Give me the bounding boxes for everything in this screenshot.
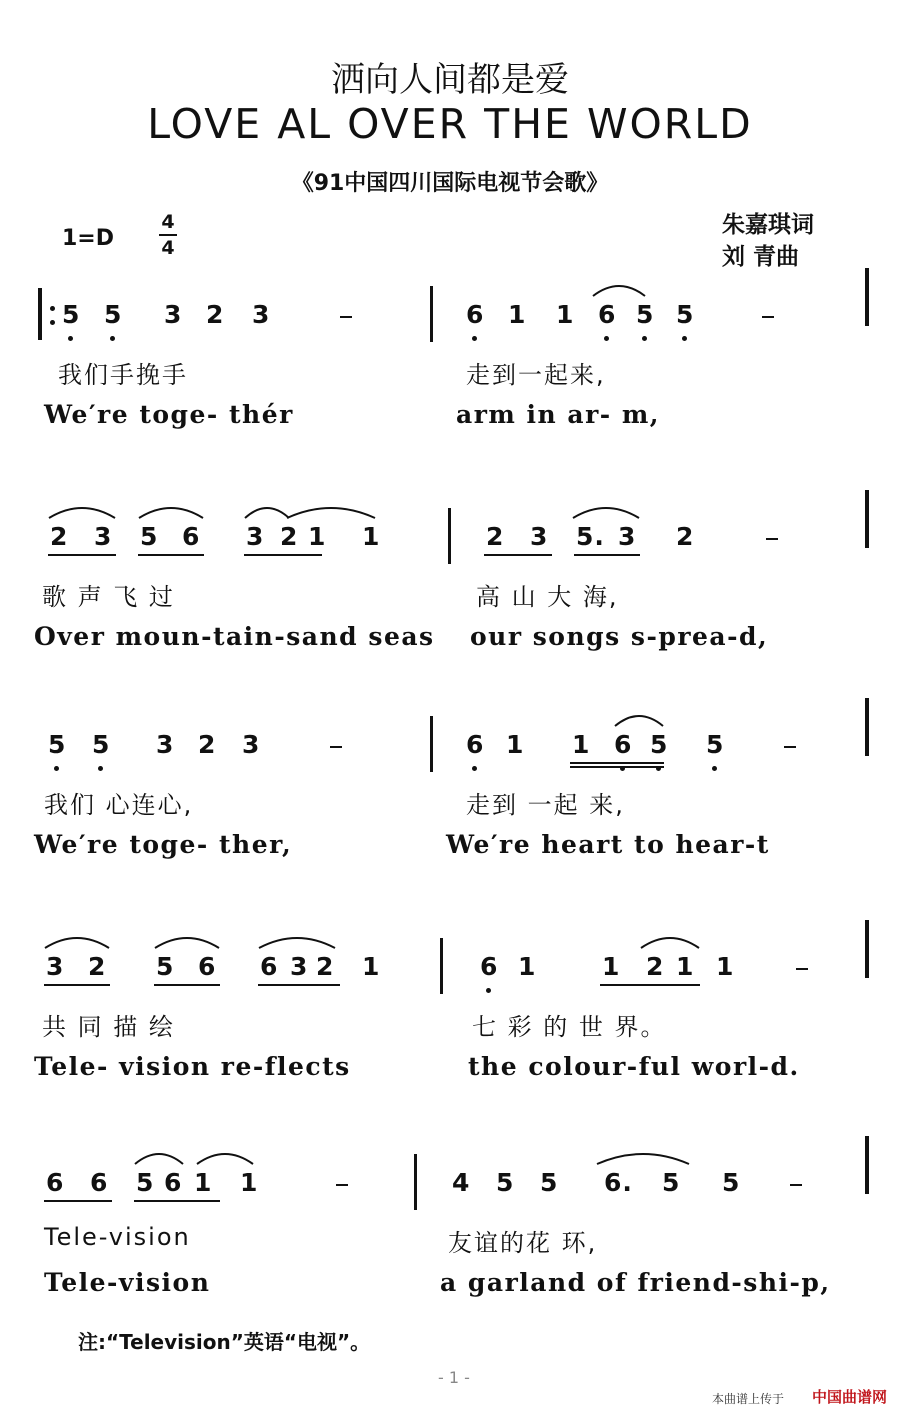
lyric-chinese: 走到一起来,: [466, 361, 606, 389]
low-octave-dot: [68, 336, 73, 341]
note: 6.: [604, 1168, 633, 1197]
lyric-english: Over moun-tain-sand seas: [34, 622, 435, 651]
note: 5: [496, 1168, 515, 1197]
eighth-underline: [44, 1200, 112, 1202]
low-octave-dot: [604, 336, 609, 341]
note: 5: [706, 730, 725, 759]
note: 6: [46, 1168, 65, 1197]
lyric-chinese: 友谊的花 环,: [448, 1229, 598, 1257]
sustain-dash: [796, 968, 808, 970]
slur-arc: [286, 504, 376, 520]
note: 6: [598, 300, 617, 329]
note: 6: [182, 522, 201, 551]
eighth-underline: [154, 984, 220, 986]
slur-arc: [244, 504, 290, 520]
note: 5: [136, 1168, 155, 1197]
lyric-chinese: 高 山 大 海,: [476, 583, 619, 611]
slur-arc: [196, 1150, 254, 1166]
sustain-dash: [784, 746, 796, 748]
sustain-dash: [766, 538, 778, 540]
note: 5: [92, 730, 111, 759]
note: 3: [530, 522, 549, 551]
note: 6: [480, 952, 499, 981]
site-logo: 中国曲谱网: [812, 1388, 888, 1406]
note: 5: [722, 1168, 741, 1197]
note: 1: [518, 952, 537, 981]
time-signature-line: [159, 234, 177, 236]
note: 6: [614, 730, 633, 759]
time-signature-top: 4: [161, 211, 175, 233]
slur-arc: [596, 1150, 690, 1166]
note: 2: [646, 952, 665, 981]
low-octave-dot: [98, 766, 103, 771]
lyric-english: We′re toge- ther,: [34, 830, 293, 859]
eighth-underline: [570, 762, 664, 764]
note: 2: [88, 952, 107, 981]
lyric-chinese: 我们手挽手: [58, 361, 188, 389]
slur-arc: [614, 712, 664, 728]
slur-arc: [44, 934, 110, 950]
eighth-underline: [570, 766, 664, 768]
sustain-dash: [340, 316, 352, 318]
lyric-chinese: 走到 一起 来,: [466, 791, 625, 819]
slur-arc: [258, 934, 336, 950]
note: 3: [164, 300, 183, 329]
note: 3: [252, 300, 271, 329]
repeat-dot: [50, 306, 55, 311]
sustain-dash: [762, 316, 774, 318]
eighth-underline: [138, 554, 204, 556]
sustain-dash: [336, 1184, 348, 1186]
lyric-english: our songs s-prea-d,: [470, 622, 769, 651]
note: 3: [246, 522, 265, 551]
lyric-english: arm in ar- m,: [456, 400, 661, 429]
note: 3: [618, 522, 637, 551]
eighth-underline: [134, 1200, 220, 1202]
note: 3: [242, 730, 261, 759]
note: 2: [198, 730, 217, 759]
note: 2: [486, 522, 505, 551]
note: 1: [716, 952, 735, 981]
end-bar-line: [865, 1136, 869, 1194]
lyric-english: the colour-ful worl-d.: [468, 1052, 800, 1081]
note: 6: [260, 952, 279, 981]
note: 5: [48, 730, 67, 759]
low-octave-dot: [712, 766, 717, 771]
note: 2: [206, 300, 225, 329]
end-bar-line: [865, 490, 869, 548]
repeat-start-bar: [38, 288, 42, 340]
slur-arc: [134, 1150, 184, 1166]
lyric-chinese: 共 同 描 绘: [42, 1013, 175, 1041]
end-bar-line: [865, 920, 869, 978]
note: 2: [280, 522, 299, 551]
repeat-dot: [50, 320, 55, 325]
eighth-underline: [44, 984, 110, 986]
bar-line: [430, 286, 433, 342]
lyric-chinese: 我们 心连心,: [44, 791, 194, 819]
note: 1: [308, 522, 327, 551]
key-signature: 1=D: [62, 226, 115, 251]
end-bar-line: [865, 268, 869, 326]
lyric-english: Tele- vision re-flects: [34, 1052, 351, 1081]
song-title-chinese: 洒向人间都是爱: [331, 60, 569, 100]
bar-line: [414, 1154, 417, 1210]
note: 5: [662, 1168, 681, 1197]
eighth-underline: [484, 554, 552, 556]
note: 3: [46, 952, 65, 981]
note: 1: [506, 730, 525, 759]
lyric-chinese: 歌 声 飞 过: [42, 583, 175, 611]
note: 3: [94, 522, 113, 551]
composer-credit: 刘 青曲: [722, 244, 800, 270]
low-octave-dot: [682, 336, 687, 341]
slur-arc: [640, 934, 700, 950]
slur-arc: [154, 934, 220, 950]
eighth-underline: [48, 554, 116, 556]
note: 1: [194, 1168, 213, 1197]
note: 1: [362, 952, 381, 981]
source-text: 本曲谱上传于: [712, 1392, 785, 1406]
note: 6: [164, 1168, 183, 1197]
bar-line: [440, 938, 443, 994]
lyric-english: a garland of friend-shi-p,: [440, 1268, 831, 1297]
note: 5: [156, 952, 175, 981]
lyric-chinese: 七 彩 的 世 界。: [472, 1013, 667, 1041]
note: 2: [50, 522, 69, 551]
note: 1: [676, 952, 695, 981]
note: 2: [676, 522, 695, 551]
note: 1: [602, 952, 621, 981]
note: 5: [540, 1168, 559, 1197]
lyric-english: We′re heart to hear-t: [446, 830, 770, 859]
note: 2: [316, 952, 335, 981]
slur-arc: [48, 504, 116, 520]
note: 1: [240, 1168, 259, 1197]
song-subtitle: 《91中国四川国际电视节会歌》: [291, 171, 609, 196]
sustain-dash: [330, 746, 342, 748]
low-octave-dot: [642, 336, 647, 341]
note: 1: [556, 300, 575, 329]
note: 1: [508, 300, 527, 329]
low-octave-dot: [472, 336, 477, 341]
note: 5: [104, 300, 123, 329]
time-signature: [158, 212, 178, 258]
bar-line: [448, 508, 451, 564]
eighth-underline: [258, 984, 340, 986]
note: 5: [650, 730, 669, 759]
lyric-english: Tele-vision: [44, 1268, 211, 1297]
eighth-underline: [574, 554, 640, 556]
note: 6: [198, 952, 217, 981]
note: 5: [676, 300, 695, 329]
low-octave-dot: [54, 766, 59, 771]
sustain-dash: [790, 1184, 802, 1186]
note: 1: [362, 522, 381, 551]
note: 1: [572, 730, 591, 759]
end-bar-line: [865, 698, 869, 756]
bar-line: [430, 716, 433, 772]
low-octave-dot: [472, 766, 477, 771]
note: 5: [62, 300, 81, 329]
note: 6: [90, 1168, 109, 1197]
slur-arc: [592, 282, 646, 298]
note: 3: [290, 952, 309, 981]
slur-arc: [572, 504, 640, 520]
lyricist-credit: 朱嘉琪词: [722, 212, 814, 238]
time-signature-bottom: 4: [161, 237, 175, 259]
page-number: - 1 -: [438, 1368, 470, 1387]
low-octave-dot: [486, 988, 491, 993]
eighth-underline: [244, 554, 322, 556]
note: 5: [636, 300, 655, 329]
lyric-chinese: Tele-vision: [44, 1223, 191, 1251]
note: 5: [140, 522, 159, 551]
note: 6: [466, 300, 485, 329]
note: 6: [466, 730, 485, 759]
low-octave-dot: [110, 336, 115, 341]
footnote: 注:“Television”英语“电视”。: [78, 1330, 371, 1354]
lyric-english: We′re toge- thér: [44, 400, 294, 429]
note: 4: [452, 1168, 471, 1197]
note: 5.: [576, 522, 605, 551]
song-title-english: LOVE AL OVER THE WORLD: [147, 100, 753, 148]
eighth-underline: [600, 984, 700, 986]
note: 3: [156, 730, 175, 759]
slur-arc: [138, 504, 204, 520]
